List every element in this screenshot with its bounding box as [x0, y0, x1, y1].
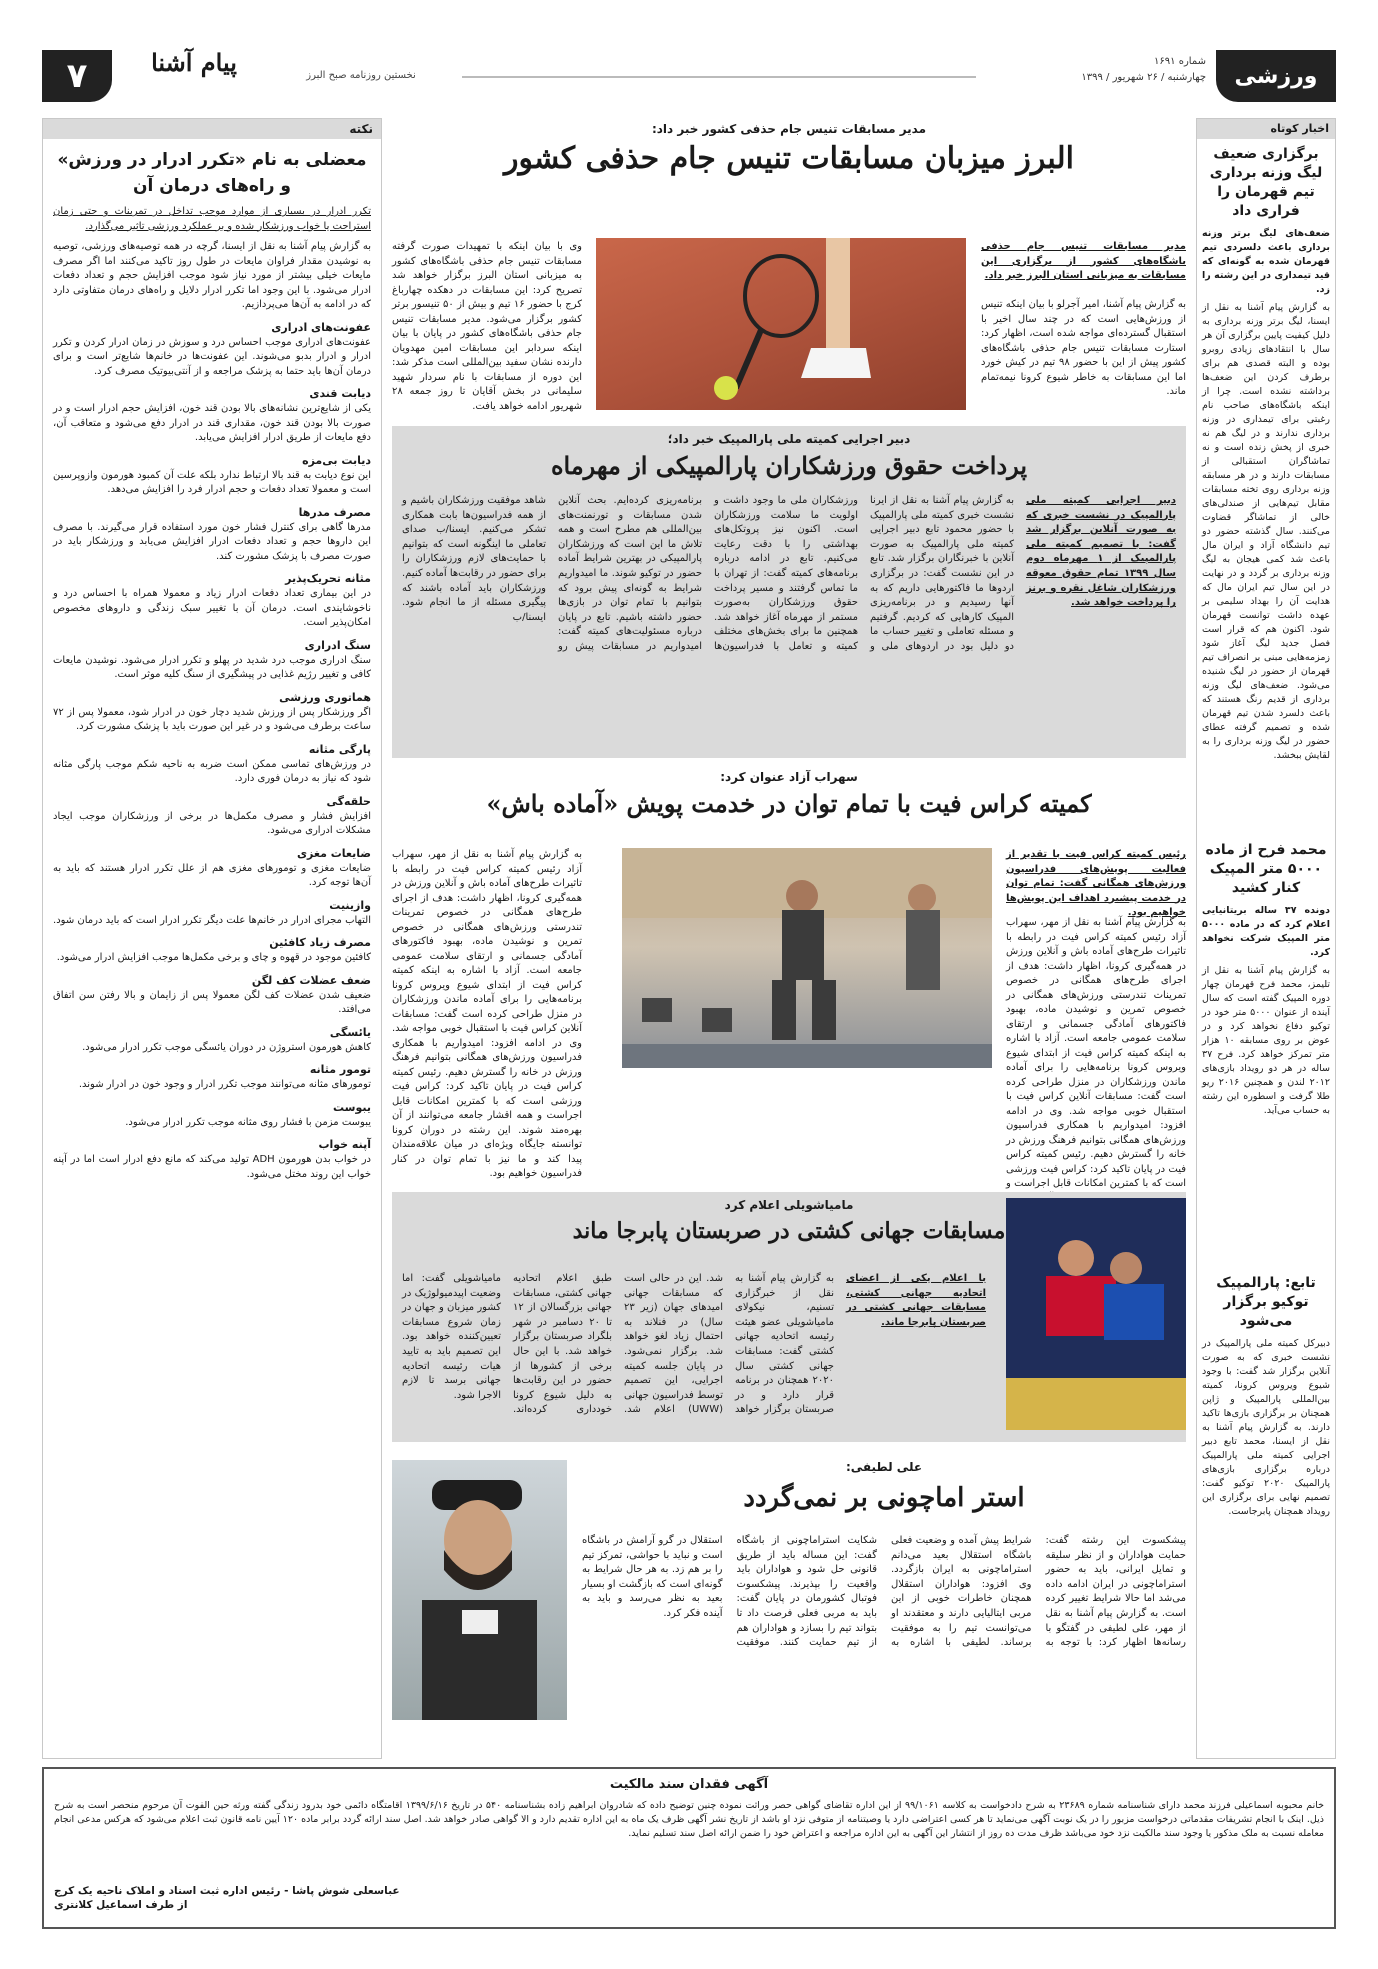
nokte-section-text: مدرها گاهی برای کنترل فشار خون مورد استفاده قرار می‌گیرند. با مصرف این داروها حجم و تعداد دفعات ادرار افزایش می‌یابد و ورزشکار باید در صورت مصرف با پزشک مشورت کند.	[53, 521, 371, 562]
tennis-lead: مدیر مسابقات تنیس جام حذفی باشگاه‌های کشور از برگزاری این مسابقات به میزبانی استان البرز خبر داد.	[981, 241, 1186, 281]
news1-title: برگزاری ضعیف لیگ وزنه برداری تیم قهرمان را فراری داد	[1209, 146, 1323, 219]
nokte-section-text: اگر ورزشکار پس از ورزش شدید دچار خون در ادرار شود، معمولا پس از ۷۲ ساعت برطرف می‌شود و در غیر این صورت باید با پزشک مشورت کرد.	[53, 706, 371, 732]
wrestling-lead: با اعلام یکی از اعضای اتحادیه جهانی کشتی، مسابقات جهانی کشتی در صربستان پابرجا ماند.	[846, 1273, 986, 1328]
ad-body: خانم محبوبه اسماعیلی فرزند محمد دارای شناسنامه شماره ۲۳۶۸۹ به شرح دادخواست به کلاسه ۹۹/۱۰۶۱ از این اداره تقاضای گواهی حصر وراثت نموده چنین توضیح داده که شادروان ابراهیم زاده بشناسنامه ۵۴۰ در تاریخ ۱۳۹۹/۶/۱۶ اقامتگاه دائمی خود بدرود زندگی گفته ورثه حین الفوت آن مرحوم منحصر است به شرح ذیل. اینک با انجام تشریفات مقدماتی درخواست مزبور را در یک نوبت آگهی می‌نماید تا هر کسی اعتراضی دارد یا وصیتنامه از متوفی نزد او باشد از تاریخ نشر آگهی ظرف یک ماه به این اداره تقدیم دارد و الا گواهی صادر خواهد شد. اصل سند ارائه گردد برابر ماده ۱۲۰ آیین نامه قانون ثبت اعلام می‌شود که هرکس مدعی انجام معامله نسبت به ملک مذکور یا وجود سند مالکیت نزد خود می‌باشد ظرف مدت ده روز از انتشار این آگهی به این اداره مراجعه و اعتراض خود را ضمن ارائه اصل سند تسلیم نماید.	[54, 1800, 1325, 1839]
nokte-section-heading: ضایعات مغزی	[296, 846, 371, 860]
nokte-label: نکته	[349, 122, 373, 136]
nokte-column	[42, 118, 382, 1759]
sidebar-label: اخبار کوتاه	[1270, 122, 1329, 135]
nokte-section-text: کاهش هورمون استروژن در دوران یائسگی موجب تکرر ادرار می‌شود.	[82, 1041, 371, 1053]
section-label: ورزشی	[1234, 63, 1318, 89]
news1-lead: ضعف‌های لیگ برتر وزنه برداری باعث دلسردی تیم قهرمان شده به گونه‌ای که قید تیمداری در این رشته را زد.	[1202, 228, 1330, 295]
masthead-rule	[462, 76, 976, 78]
latifi-photo	[392, 1460, 567, 1720]
nokte-section-heading: مثانه تحریک‌پذیر	[285, 572, 371, 585]
nokte-section-heading: سنگ ادراری	[304, 638, 371, 652]
ad-signer1: عباسعلی شوش پاشا - رئیس اداره ثبت اسناد و املاک ناحیه یک کرج	[54, 1885, 400, 1897]
news2-title: محمد فرح از ماده ۵۰۰۰ متر المپیک کنار کشید	[1205, 842, 1327, 896]
sidebar-short-news	[1196, 118, 1336, 1759]
nokte-section-text: در ورزش‌های تماسی ممکن است ضربه به ناحیه شکم موجب پارگی مثانه شود که نیاز به درمان فوری دارد.	[53, 758, 371, 784]
tennis-body-right: به گزارش پیام آشنا، امیر آجرلو با بیان اینکه تنیس از ورزش‌هایی است که در چند سال اخیر با استقبال گسترده‌ای مواجه شده است، اظهار کرد: استارت مسابقات تنیس جام حذفی باشگاه‌های کشور پیش از این با حضور ۹۸ تیم در کیش خورد اما این مسابقات به خاطر شیوع کرونا نیمه‌تمام ماند.	[981, 299, 1186, 397]
ad-signer2: از طرف اسماعیل کلانتری	[54, 1899, 188, 1911]
nokte-section-text: عفونت‌های ادراری موجب احساس درد و سوزش در زمان ادرار کردن و تکرر ادرار و ادرار بدبو می‌شوند. این عفونت‌ها در خانم‌ها شایع‌تر است و برای درمان آن‌ها باید حتما به پزشک مراجعه و از آنتی‌بیوتیک مصرف کرد.	[53, 336, 371, 377]
tennis-photo	[596, 238, 966, 410]
news3-body: دبیرکل کمیته ملی پارالمپیک در نشست خبری که به صورت آنلاین برگزار شد گفت: با وجود شیوع ویروس کرونا، کمیته بین‌المللی پارالمپیک و ژاپن همچنان بر برگزاری بازی‌ها تاکید دارند. به گزارش پیام آشنا به نقل از ایسنا، محمد تابع دبیر اجرایی کمیته ملی پارالمپیک درباره برگزاری بازی‌های پارالمپیک ۲۰۲۰ توکیو گفت: تصمیم نهایی برای برگزاری این رویداد همچنان پابرجاست.	[1202, 1338, 1330, 1517]
nokte-section-heading: تومور مثانه	[309, 1063, 371, 1076]
crossfit-title: کمیته کراس فیت با تمام توان در خدمت پویش «آماده باش»	[486, 789, 1092, 818]
nokte-section-heading: عفونت‌های ادراری	[271, 320, 371, 334]
news2-lead: دونده ۳۷ ساله بریتانیایی اعلام کرد که در ماده ۵۰۰۰ متر المپیک شرکت نخواهد کرد.	[1202, 905, 1330, 958]
nokte-section-heading: پارگی مثانه	[308, 742, 371, 756]
issue-number: شماره ۱۶۹۱	[1154, 56, 1206, 67]
paper-tagline: نخستین روزنامه صبح البرز	[306, 70, 416, 81]
nokte-section-text: این نوع دیابت به قند بالا ارتباط ندارد بلکه علت آن کمبود هورمون وازوپرسین است و معمولا تعداد دفعات و حجم ادرار فرد را افزایش می‌دهد.	[53, 469, 371, 495]
nokte-section-heading: هماتوری ورزشی	[279, 690, 371, 704]
nokte-section-text: سنگ ادراری موجب درد شدید در پهلو و تکرر ادرار می‌شود. نوشیدن مایعات کافی و تغییر رژیم غذایی در پیشگیری از سنگ کلیه موثر است.	[53, 654, 371, 680]
paralympic-title: پرداخت حقوق ورزشکاران پارالمپیکی از مهرماه	[550, 451, 1028, 480]
nokte-section-text: در این بیماری تعداد دفعات ادرار زیاد و معمولا همراه با احساس درد و ناخوشایندی است. درمان آن با تغییر سبک زندگی و داروهای مخصوص امکان‌پذیر است.	[53, 588, 371, 628]
paper-name: پیام آشنا	[151, 48, 237, 77]
ad-box	[42, 1767, 1336, 1929]
latifi-kicker: علی لطیفی:	[845, 1460, 923, 1474]
nokte-section-text: یبوست مزمن با فشار روی مثانه موجب تکرر ادرار می‌شود.	[125, 1116, 371, 1128]
wrestling-title: مسابقات جهانی کشتی در صربستان پابرجا ماند	[572, 1218, 1006, 1244]
nokte-section-text: یکی از شایع‌ترین نشانه‌های بالا بودن قند خون، افزایش حجم ادرار است و در صورت بالا بودن قند خون، مقداری قند در ادرار دفع می‌شود و متعاقب آن، دفع مایعات از طریق ادرار افزایش می‌یابد.	[53, 403, 371, 443]
nokte-section-text: ضعیف شدن عضلات کف لگن معمولا پس از زایمان و بالا رفتن سن اتفاق می‌افتد.	[53, 989, 371, 1015]
nokte-section-heading: حلقه‌گی	[326, 794, 371, 808]
nokte-section-text: در خواب بدن هورمون ADH تولید می‌کند که مانع دفع ادرار است اما در آپنه خواب این روند مختل می‌شود.	[53, 1154, 371, 1180]
news1-body: به گزارش پیام آشنا به نقل از ایسنا، لیگ برتر وزنه برداری به دلیل کیفیت پایین برگزاری آن هر سال با انتقادهای زیادی روبرو بوده و البته قصدی هم برای برطرف کردن این ضعف‌ها برداشته نشده است. چرا از اینکه باشگاه‌های صاحب نام رغبتی برای تیمداری در وزنه برداری ندارند و در لیگ هم نه خبری از پخش زنده است و نه تماشاگران استقبالی از مسابقات دارند و در هر مسابقه وزنه برداری روی تخته مسابقات مقابل تیم‌هایی از صندلی‌های خالی از تماشاگر قضاوت می‌کنند. سال گذشته حضور دو تیم دانشگاه آزاد و ایران مال باعث شد کمی هیجان به لیگ وزنه برداری بر گردد و در نهایت در این سال تیم ایران مال که هدایت آن را بهداد سلیمی بر عهده داشت توانست قهرمان شود. اکنون هم که قرار است فصل جدید لیگ آغاز شود زمزمه‌هایی مبنی بر انصراف تیم قهرمان از حضور در لیگ شنیده می‌شود. ضعف‌های لیگ وزنه برداری از قدیم رنگ هستند که باعث دلسرد شدن تیم قهرمان شده و تصمیم گرفته عطای حضور در لیگ وزنه برداری را به لقایش ببخشد.	[1202, 302, 1330, 761]
nokte-section-heading: یائسگی	[329, 1025, 371, 1039]
crossfit-photo	[622, 848, 992, 1068]
nokte-intro: به گزارش پیام آشنا به نقل از ایسنا، گرچه در همه توصیه‌های ورزشی، توصیه به نوشیدن مقدار فراوان مایعات در طول روز تاکید می‌کنند اما اگر مصرف مایعات خیلی بیشتر از مورد نیاز شود موجب افزایش حجم و تعداد دفعات ادرار می‌شود. با این وجود اما تکرر ادرار دلایل و راه‌های درمان متفاوتی دارد که در ادامه به آن‌ها می‌پردازیم.	[53, 241, 371, 310]
news2-body: به گزارش پیام آشنا به نقل از تلیمز، محمد فرح قهرمان چهار دوره المپیک گفته است که سال آینده از عنوان ۵۰۰۰ متر خود در توکیو دفاع نخواهد کرد و در عوض بر روی مسابقه ۱۰ هزار متر تمرکز خواهد کرد. فرح ۳۷ ساله در هر دو رویداد بازی‌های ۲۰۱۲ لندن و همچنین ۲۰۱۶ ریو طلا گرفت و اسطوره این رشته به حساب می‌آید.	[1202, 965, 1331, 1116]
paper-logo	[124, 46, 264, 102]
wrestling-photo	[1006, 1198, 1186, 1430]
wrestling-kicker: مامیاشویلی اعلام کرد	[724, 1198, 854, 1212]
crossfit-lead: رئیس کمیته کراس فیت با تقدیر از فعالیت پویش‌های فدراسیون ورزش‌های همگانی گفت: تمام توان در خدمت پیشبرد اهداف این پویش‌ها خواهیم بود.	[1006, 849, 1186, 918]
nokte-section-heading: دیابت قندی	[309, 387, 371, 400]
nokte-section-text: افزایش فشار و مصرف مکمل‌ها در برخی از ورزشکاران موجب ایجاد مشکلات ادراری می‌شود.	[53, 810, 371, 836]
page-number-tag	[42, 50, 112, 102]
sidebar-label-bar	[1197, 119, 1335, 139]
nokte-section-text: ضایعات مغزی و تومورهای مغزی هم از علل تکرر ادرار هستند که باید به آن‌ها توجه کرد.	[53, 862, 371, 888]
news3-title: تابع: پارالمپیک توکیو برگزار می‌شود	[1216, 1275, 1316, 1329]
latifi-title: استر اماچونی بر نمی‌گردد	[743, 1483, 1025, 1513]
tennis-title: البرز میزبان مسابقات تنیس جام حذفی کشور	[504, 141, 1074, 176]
nokte-title: معضلی به نام «تکرر ادرار در ورزش» و راه‌های درمان آن	[57, 150, 367, 196]
masthead	[42, 40, 1336, 110]
paralympic-story	[392, 426, 1186, 758]
latifi-body: پیشکسوت این رشته گفت: حمایت هواداران و از نظر سلیقه و تمایل ایرانی، باید به حضور استراماچونی در ایران ادامه داده می‌شد اما حالا شرایط تغییر کرده است. به گزارش پیام آشنا به نقل از مهر، علی لطیفی در گفتگو با رسانه‌ها اظهار کرد: با توجه به شرایط پیش آمده و وضعیت فعلی باشگاه استقلال بعید می‌دانم استراماچونی به ایران بازگردد. وی افزود: هواداران استقلال همچنان خاطرات خوبی از این مربی ایتالیایی دارند و معتقدند او می‌توانست تیم را به موفقیت برساند. لطیفی با اشاره به شکایت استراماچونی از باشگاه گفت: این مساله باید از طریق قانونی حل شود و هواداران باید واقعیت را بپذیرند. پیشکسوت فوتبال کشورمان در پایان گفت: باید به مربی فعلی فرصت داد تا بتواند تیم را بسازد و هواداران هم از تیم حمایت کنند. موفقیت استقلال در گرو آرامش در باشگاه است و نباید با حواشی، تمرکز تیم را بر هم زد. به هر حال شرایط به گونه‌ای است که بازگشت او بسیار بعید به نظر می‌رسد و باید به آینده فکر کرد.	[582, 1535, 1186, 1649]
nokte-section-heading: دیابت بی‌مزه	[302, 453, 371, 467]
paralympic-kicker: دبیر اجرایی کمیته ملی پارالمپیک خبر داد؛	[667, 432, 911, 446]
nokte-section-heading: آپنه خواب	[318, 1138, 371, 1151]
crossfit-kicker: سهراب آزاد عنوان کرد:	[720, 770, 858, 784]
wrestling-story	[392, 1192, 1186, 1442]
nokte-section-text: التهاب مجرای ادرار در خانم‌ها علت دیگر تکرر ادرار است که باید درمان شود.	[53, 914, 371, 926]
ad-title: آگهی فقدان سند مالکیت	[609, 1777, 769, 1792]
nokte-section-text: کافئین موجود در قهوه و چای و برخی مکمل‌ها موجب افزایش ادرار می‌شود.	[56, 952, 371, 963]
paralympic-lead: دبیر اجرایی کمیته ملی پارالمپیک در نشست خبری که به صورت آنلاین برگزار شد گفت: با تصمیم کمیته ملی پارالمپیک از ۱ مهرماه دوم سال ۱۳۹۹ تمام حقوق معوقه ورزشکاران شاغل نقره و برنز را پرداخت خواهد شد.	[1026, 495, 1176, 609]
tennis-kicker: مدیر مسابقات تنیس جام حذفی کشور خبر داد:	[651, 122, 927, 136]
nokte-section-heading: مصرف مدرها	[298, 505, 371, 519]
nokte-section-text: تومورهای مثانه می‌توانند موجب تکرر ادرار و وجود خون در ادرار شوند.	[78, 1079, 371, 1090]
crossfit-body: به گزارش پیام آشنا به نقل از مهر، سهراب آزاد رئیس کمیته کراس فیت در رابطه با تاثیرات طرح‌های آماده باش و آنلاین ورزش در همه‌گیری کرونا، اظهار داشت: هدف از اجرای طرح‌های همگانی در خصوص تمرینات تندرستی ورزش‌های همگانی در خصوص تمرین و نوشیدن ماده، بهبود فاکتورهای آمادگی جسمانی و ارتقای سلامت عمومی جامعه است. آزاد با اشاره به اینکه کمیته کراس فیت از ابتدای شیوع ویروس کرونا برنامه‌هایی را برای آماده ماندن ورزشکاران در منزل طراحی کرده است گفت: مسابقات آنلاین کراس فیت با استقبال خوبی مواجه شد. وی در ادامه افزود: امیدواریم با همکاری فدراسیون ورزش‌های همگانی بتوانیم فرهنگ ورزش در خانه را گسترش دهیم. رئیس کمیته کراس فیت در پایان تاکید کرد: کراس فیت ورزشی است که با کمترین امکانات قابل اجراست و	[1006, 917, 1186, 1189]
page-number: ۷	[66, 56, 88, 96]
nokte-lead: تکرر ادرار در بسیاری از موارد موجب تداخل در تمرینات و حتی زمان استراحت یا خواب ورزشکار شده و بر عملکرد ورزشی تاثیر می‌گذارد.	[53, 206, 371, 232]
nokte-label-bar	[43, 119, 381, 139]
crossfit-story	[392, 766, 1186, 1189]
nokte-section-heading: مصرف زیاد کافئین	[269, 936, 371, 949]
nokte-sections	[53, 321, 371, 1671]
issue-date: چهارشنبه / ۲۶ شهریور / ۱۳۹۹	[1081, 72, 1206, 83]
nokte-section-heading: وازینیت	[329, 898, 371, 912]
nokte-section-heading: ضعف عضلات کف لگن	[251, 973, 371, 987]
wrestling-body: به گزارش پیام آشنا به نقل از خبرگزاری تسنیم، نیکولای مامیاشویلی عضو هیئت رئیسه اتحادیه جهانی کشتی گفت: مسابقات جهانی کشتی سال ۲۰۲۰ همچنان در برنامه قرار دارد و در صربستان برگزار خواهد شد. این در حالی است که مسابقات جهانی امیدهای جهان (زیر ۲۳ سال) در فنلاند به احتمال زیاد لغو خواهد شد. برگزار نمی‌شود. در پایان جلسه کمیته اجرایی، این تصمیم توسط فدراسیون جهانی (UWW) اعلام شد. طبق اعلام اتحادیه جهانی کشتی، مسابقات جهانی بزرگسالان از ۱۲ تا ۲۰ دسامبر در شهر بلگراد صربستان برگزار خواهد شد. با این حال برخی از کشورها از حضور در این رقابت‌ها به دلیل شیوع کرونا خودداری کرده‌اند. مامیاشویلی گفت: اما وضعیت اپیدمیولوژیک در کشور میزبان و جهان در زمان شروع مسابقات تعیین‌کننده خواهد بود. این تصمیم باید به تایید هیات رئیسه اتحادیه جهانی برسد تا لازم الاجرا شود.	[402, 1273, 834, 1416]
nokte-section-heading: یبوست	[333, 1100, 371, 1114]
tennis-story	[392, 118, 1186, 418]
tennis-body-left: وی با بیان اینکه با تمهیدات صورت گرفته مسابقات تنیس جام حذفی باشگاه‌های کشور به میزبانی استان البرز برگزار خواهد شد تصریح کرد: این مسابقات در دهکده چهارباغ کرج با حضور ۱۶ تیم و بیش از ۵۰ تنیسور برتر کشور برگزار می‌شود. مدیر مسابقات تنیس جام حذفی باشگاه‌های کشور در پایان با بیان اینکه سردابر این مسابقات امین مهدویان دارنده نشان سفید بین‌المللی است مذکر شد: این دوره از مسابقات با نام سردار شهید سلیمانی در بخش آقایان تا روز جمعه ۲۸ شهریور ادامه خواهد یافت.	[392, 241, 582, 412]
crossfit-body-left: به گزارش پیام آشنا به نقل از مهر، سهراب آزاد رئیس کمیته کراس فیت در رابطه با تاثیرات طرح‌های آماده باش و آنلاین ورزش در همه‌گیری کرونا، اظهار داشت: هدف از اجرای طرح‌های همگانی در خصوص تمرینات تندرستی ورزش‌های همگانی در خصوص تمرین و نوشیدن ماده، بهبود فاکتورهای آمادگی جسمانی و ارتقای سلامت عمومی جامعه است. آزاد با اشاره به اینکه کمیته کراس فیت از ابتدای شیوع ویروس کرونا برنامه‌هایی را برای آماده ماندن ورزشکاران در منزل طراحی کرده است گفت: مسابقات آنلاین کراس فیت با استقبال خوبی مواجه شد. وی در ادامه افزود: امیدواریم با همکاری فدراسیون ورزش‌های همگانی بتوانیم فرهنگ ورزش در خانه را گسترش دهیم. رئیس کمیته کراس فیت در پایان تاکید کرد: کراس فیت ورزشی است که با کمترین امکانات قابل اجراست و همه اقشار جامعه می‌توانند از آن بهره‌مند شوند. این رشته در دوران کرونا توانسته جایگاه ویژه‌ای در میان علاقه‌مندان پیدا کند و ما نیز با تمام توان در کنار فدراسیون خواهیم بود.	[392, 849, 582, 1179]
paralympic-body: به گزارش پیام آشنا به نقل از ایرنا نشست خبری کمیته ملی پارالمپیک با حضور محمود تابع دبیر اجرایی کمیته ملی پارالمپیک به صورت آنلاین با خبرنگاران برگزار شد. تابع در این نشست گفت: در برگزاری اردوها ما فاکتورهایی داریم که به آنها رسیدیم و در برنامه‌ریزی المپیک کارهایی که کردیم. گرفتیم و مسئله تعاملی و تغییر حساب ما دو دلیل بود در اردوهای ملی و ورزشکاران ملی ما وجود داشت و اولویت ما سلامت ورزشکاران است. اکنون نیز پروتکل‌های بهداشتی را با دقت رعایت می‌کنیم. تابع در ادامه درباره برنامه‌های کمیته گفت: از تهران با ما تماس گرفتند و مسیر پرداخت حقوق ورزشکاران به‌صورت مستمر از مهرماه آغاز خواهد شد. همچنین ما برای بخش‌های مختلف کمیته و تعامل با فدراسیون‌ها برنامه‌ریزی کرده‌ایم. بحث آنلاین شدن مسابقات و تورنمنت‌های بین‌المللی هم مطرح است و همه تلاش ما این است که ورزشکاران پارالمپیکی در بهترین شرایط آماده حضور در توکیو شوند. ما امیدواریم شرایط به گونه‌ای پیش برود که بتوانیم با تمام توان در بازی‌ها حضور داشته باشیم. تابع در پایان درباره مسئولیت‌های کمیته گفت: امیدواریم در مسابقات پیش رو شاهد موفقیت ورزشکاران باشیم و از همه فدراسیون‌ها بابت همکاری تشکر می‌کنیم. ایسنا/ب صدای تعاملی ما اینگونه است که بتوانیم با حمایت‌های لازم ورزشکاران را برای حضور در رقابت‌ها آماده کنیم. ورزشکاران باید آماده باشند که پیگیری مسئله از ما انجام شود. ایسنا/ب	[401, 495, 1014, 652]
latifi-story	[392, 1450, 1186, 1750]
section-tag	[1216, 50, 1336, 102]
